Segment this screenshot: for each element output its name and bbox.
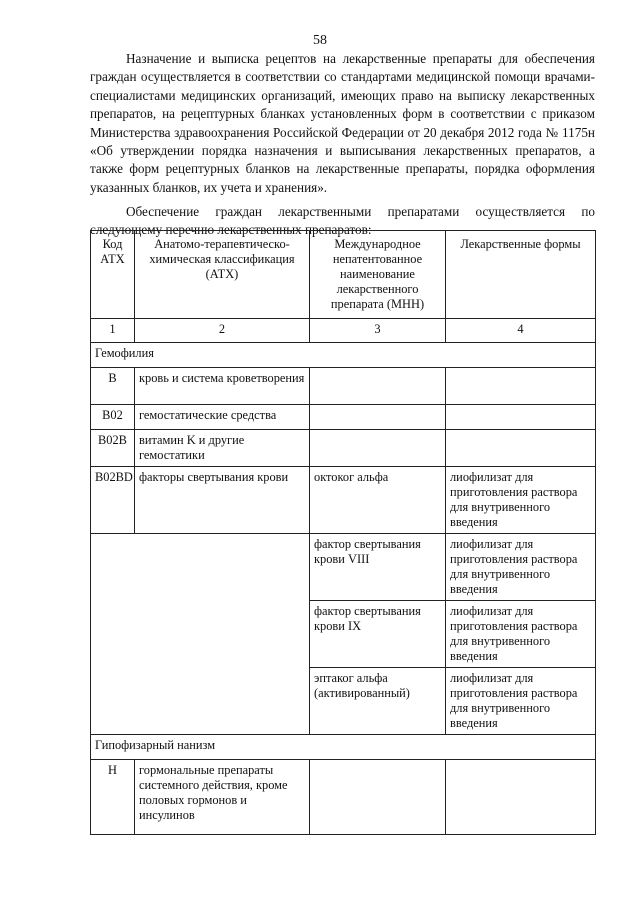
column-number: 2 — [135, 319, 310, 343]
classification-cell: кровь и система кроветворения — [135, 368, 310, 405]
atc-code-cell: B — [91, 368, 135, 405]
paragraph-prescription-rules: Назначение и выписка рецептов на лекарственные препараты для обеспечения граждан осуществляется в соответствии со стандартами медицинской помощи врачами-специалистами медицинских организаций, имеющих право на выписку лекарственных препаратов, на рецептурных бланках установленных форм в соответствии с приказом Министерства здравоохранения Российской Федерации от 20 декабря 2012 года № 1175н «Об утверждении порядка назначения и выписывания лекарственных препаратов, а также форм рецептурных бланков на лекарственные препараты, порядка оформления указанных бланков, их учета и хранения». — [90, 51, 595, 195]
inn-cell: фактор свертывания крови IX — [310, 601, 446, 668]
section-title: Гемофилия — [91, 343, 596, 368]
table-row — [91, 368, 596, 405]
column-number: 3 — [310, 319, 446, 343]
form-cell — [446, 368, 596, 405]
classification-cell: витамин K и другие гемостатики — [135, 430, 310, 467]
section-row-hemophilia — [91, 343, 596, 368]
table-row — [91, 467, 596, 534]
atc-code-cell: H — [91, 760, 135, 835]
column-number: 1 — [91, 319, 135, 343]
atc-code-cell: B02 — [91, 405, 135, 430]
header-inn: Международное непатентованное наименование лекарственного препарата (МНН) — [310, 231, 446, 319]
form-cell: лиофилизат для приготовления раствора для внутривенного введения — [446, 534, 596, 601]
inn-cell: фактор свертывания крови VIII — [310, 534, 446, 601]
column-number-row — [91, 319, 596, 343]
header-atc-code: Код АТХ — [91, 231, 135, 319]
classification-cell: гемостатические средства — [135, 405, 310, 430]
page-number: 58 — [313, 33, 327, 48]
column-number: 4 — [446, 319, 596, 343]
form-cell — [446, 430, 596, 467]
atc-code-cell: B02BD — [91, 467, 135, 534]
table-row — [91, 760, 596, 835]
inn-cell — [310, 760, 446, 835]
inn-cell — [310, 405, 446, 430]
atc-code-cell: B02B — [91, 430, 135, 467]
inn-cell — [310, 430, 446, 467]
classification-cell: факторы свертывания крови — [135, 467, 310, 534]
inn-cell: эптаког альфа (активированный) — [310, 668, 446, 735]
form-cell: лиофилизат для приготовления раствора для внутривенного введения — [446, 601, 596, 668]
classification-cell: гормональные препараты системного действия, кроме половых гормонов и инсулинов — [135, 760, 310, 835]
header-atc-classification: Анатомо-терапевтическо-химическая классификация (АТХ) — [135, 231, 310, 319]
form-cell — [446, 405, 596, 430]
table-row — [91, 405, 596, 430]
form-cell: лиофилизат для приготовления раствора для внутривенного введения — [446, 668, 596, 735]
section-title: Гипофизарный нанизм — [91, 735, 596, 760]
table-row — [91, 534, 596, 601]
inn-cell — [310, 368, 446, 405]
inn-cell: октоког альфа — [310, 467, 446, 534]
form-cell: лиофилизат для приготовления раствора для внутривенного введения — [446, 467, 596, 534]
form-cell — [446, 760, 596, 835]
merged-empty-cell — [91, 534, 310, 735]
header-dosage-forms: Лекарственные формы — [446, 231, 596, 319]
medications-table — [90, 230, 596, 835]
table-row — [91, 430, 596, 467]
paragraph-drug-list-intro: Обеспечение граждан лекарственными препаратами осуществляется по следующему перечню лекарственных препаратов: — [90, 204, 595, 238]
section-row-pituitary-dwarfism — [91, 735, 596, 760]
table-header-row — [91, 231, 596, 319]
